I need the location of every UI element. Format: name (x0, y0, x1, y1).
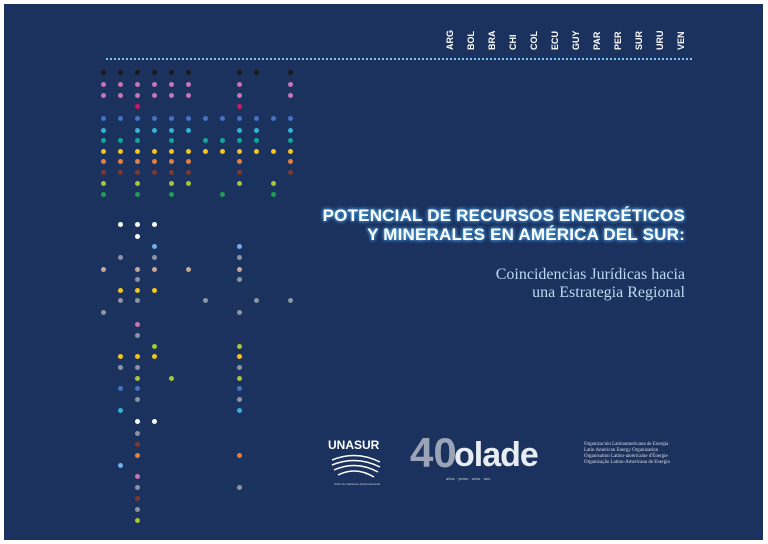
resource-dot (118, 408, 123, 413)
resource-dot (237, 453, 242, 458)
resource-dot (135, 234, 140, 239)
country-label: CHI (508, 34, 518, 50)
resource-dot (271, 181, 276, 186)
resource-dot (237, 244, 242, 249)
resource-dot (101, 93, 106, 98)
resource-dot (101, 310, 106, 315)
resource-dot (169, 149, 174, 154)
resource-dot (220, 138, 225, 143)
resource-dot (135, 397, 140, 402)
resource-dot (169, 70, 174, 75)
resource-dot (135, 496, 140, 501)
resource-dot (135, 138, 140, 143)
org-name-es: Organización Latinoamericana de Energía (584, 442, 669, 447)
resource-dot (135, 170, 140, 175)
resource-dot (118, 116, 123, 121)
resource-dot (237, 376, 242, 381)
resource-dot (118, 93, 123, 98)
country-label: URU (655, 30, 665, 50)
resource-dot (152, 70, 157, 75)
resource-dot (135, 128, 140, 133)
title-line-1: POTENCIAL DE RECURSOS ENERGÉTICOS (322, 206, 685, 225)
resource-dot (186, 267, 191, 272)
resource-dot (135, 116, 140, 121)
resource-dot (169, 116, 174, 121)
resource-dot (152, 344, 157, 349)
publisher-logos (322, 429, 702, 492)
resource-dot (135, 442, 140, 447)
resource-dot (152, 93, 157, 98)
org-name-fr: Organisation Latino-américaine d'Énergie (584, 454, 668, 459)
resource-dot (237, 408, 242, 413)
resource-dot (288, 149, 293, 154)
resource-dot (135, 376, 140, 381)
unasur-swirl-icon (328, 452, 384, 482)
resource-dot (135, 365, 140, 370)
resource-dot (118, 365, 123, 370)
resource-dot (169, 376, 174, 381)
resource-dot (237, 365, 242, 370)
resource-dot (118, 354, 123, 359)
resource-dot (152, 222, 157, 227)
resource-dot (237, 354, 242, 359)
resource-dot (152, 170, 157, 175)
resource-dot (118, 222, 123, 227)
resource-dot (288, 298, 293, 303)
resource-dot (118, 159, 123, 164)
resource-dot (118, 298, 123, 303)
unasur-caption: Unión de Naciones Suramericanas (333, 482, 381, 486)
resource-dot (237, 310, 242, 315)
resource-dot (118, 82, 123, 87)
resource-dot (220, 116, 225, 121)
resource-dot (152, 82, 157, 87)
resource-dot (135, 159, 140, 164)
resource-dot (135, 149, 140, 154)
resource-dot (135, 93, 140, 98)
country-label: GUY (571, 30, 581, 50)
resource-dot (237, 277, 242, 282)
resource-dot (169, 170, 174, 175)
resource-dot (135, 70, 140, 75)
resource-dot (118, 386, 123, 391)
resource-dot (101, 82, 106, 87)
resource-dot (169, 128, 174, 133)
resource-dot (118, 255, 123, 260)
resource-dot (135, 431, 140, 436)
resource-dot (152, 159, 157, 164)
resource-dot (237, 138, 242, 143)
resource-dot (169, 192, 174, 197)
resource-dot (135, 181, 140, 186)
resource-dot (288, 138, 293, 143)
resource-dot (118, 138, 123, 143)
olade-wordmark: olade (454, 436, 538, 474)
resource-dot (169, 181, 174, 186)
resource-dot (237, 170, 242, 175)
resource-dot (135, 507, 140, 512)
resource-dot (135, 354, 140, 359)
resource-dot (135, 453, 140, 458)
resource-dot (118, 288, 123, 293)
resource-dot (101, 116, 106, 121)
resource-dot (237, 93, 242, 98)
resource-dot (237, 149, 242, 154)
resource-dot (288, 116, 293, 121)
resource-dot (186, 149, 191, 154)
resource-dot (237, 159, 242, 164)
resource-dot (203, 116, 208, 121)
resource-dot (254, 138, 259, 143)
resource-dot (118, 170, 123, 175)
resource-dot (135, 386, 140, 391)
resource-dot (288, 170, 293, 175)
resource-dot (186, 181, 191, 186)
country-label: PER (613, 31, 623, 50)
resource-dot (152, 419, 157, 424)
resource-dot (237, 82, 242, 87)
resource-dot (135, 277, 140, 282)
resource-dot (237, 344, 242, 349)
title-line-2: Y MINERALES EN AMÉRICA DEL SUR: (367, 225, 685, 244)
resource-dot (152, 128, 157, 133)
resource-dot (288, 70, 293, 75)
country-label: ECU (550, 30, 560, 50)
resource-dot (152, 288, 157, 293)
resource-dot (135, 267, 140, 272)
resource-dot (152, 267, 157, 272)
resource-dot (135, 474, 140, 479)
resource-dot (152, 149, 157, 154)
organization-names (584, 442, 704, 466)
resource-dot (271, 192, 276, 197)
resource-dot (169, 82, 174, 87)
resource-dot (237, 255, 242, 260)
resource-dot (169, 93, 174, 98)
subtitle-line-1: Coincidencias Jurídicas hacia (495, 266, 685, 283)
resource-dot (152, 255, 157, 260)
resource-dot (135, 298, 140, 303)
resource-dot (271, 149, 276, 154)
country-label: ARG (445, 30, 455, 50)
resource-dot (186, 159, 191, 164)
country-label: BOL (466, 31, 476, 50)
resource-dot (237, 485, 242, 490)
resource-dot (118, 149, 123, 154)
resource-dot (288, 128, 293, 133)
resource-dot (288, 82, 293, 87)
resource-dot (254, 298, 259, 303)
resource-dot (152, 354, 157, 359)
unasur-logo (322, 432, 386, 492)
resource-dot (135, 518, 140, 523)
resource-dot (237, 104, 242, 109)
resource-dot (254, 70, 259, 75)
resource-dot (237, 116, 242, 121)
resource-dot (101, 170, 106, 175)
country-label: PAR (592, 31, 602, 50)
unasur-wordmark: UNASUR (328, 438, 380, 452)
resource-dot (135, 222, 140, 227)
resource-dot (237, 386, 242, 391)
resource-dot (135, 192, 140, 197)
resource-dot (135, 485, 140, 490)
country-label: SUR (634, 30, 644, 50)
resource-dot (118, 463, 123, 468)
resource-dot (101, 149, 106, 154)
resource-dot (203, 138, 208, 143)
resource-dot (186, 82, 191, 87)
resource-dot (152, 244, 157, 249)
resource-dot (288, 159, 293, 164)
resource-dot (135, 82, 140, 87)
resource-dot (254, 149, 259, 154)
subtitle-line-2: una Estrategia Regional (532, 284, 685, 301)
resource-dot (101, 128, 106, 133)
resource-dot (203, 298, 208, 303)
resource-dot (101, 159, 106, 164)
resource-dot (135, 104, 140, 109)
olade-anniversary: 40 (410, 429, 457, 476)
resource-dot (101, 267, 106, 272)
resource-dot (101, 192, 106, 197)
resource-dot (237, 70, 242, 75)
resource-dot (135, 333, 140, 338)
org-name-en: Latin American Energy Organization (584, 448, 659, 453)
resource-dot (220, 149, 225, 154)
resource-dot (135, 419, 140, 424)
resource-dot (271, 116, 276, 121)
resource-dot (169, 159, 174, 164)
report-subtitle (305, 266, 685, 302)
resource-dot (254, 128, 259, 133)
resource-dot (152, 116, 157, 121)
resource-dot (135, 322, 140, 327)
resource-dot (237, 267, 242, 272)
olade-logo (410, 429, 580, 492)
country-label: COL (529, 31, 539, 50)
resource-dot (135, 288, 140, 293)
resource-dot (186, 170, 191, 175)
resource-dot (203, 149, 208, 154)
report-cover (4, 4, 763, 540)
olade-tagline: años · years · anos · ans (446, 476, 491, 481)
resource-dot (186, 116, 191, 121)
org-name-pt: Organização Latino-Americana de Energia (584, 460, 670, 465)
resource-dot (186, 93, 191, 98)
resource-dot (220, 192, 225, 197)
resource-dot (169, 138, 174, 143)
resource-dot (254, 116, 259, 121)
resource-dot (186, 128, 191, 133)
resource-dot (237, 128, 242, 133)
resource-dot (101, 70, 106, 75)
resource-dot (237, 397, 242, 402)
report-title (265, 206, 685, 244)
resource-dot (186, 70, 191, 75)
resource-dot (101, 181, 106, 186)
country-label: VEN (676, 31, 686, 50)
country-label: BRA (487, 30, 497, 50)
resource-dot (288, 93, 293, 98)
resource-dot (101, 138, 106, 143)
resource-dot (237, 181, 242, 186)
resource-dot (118, 70, 123, 75)
